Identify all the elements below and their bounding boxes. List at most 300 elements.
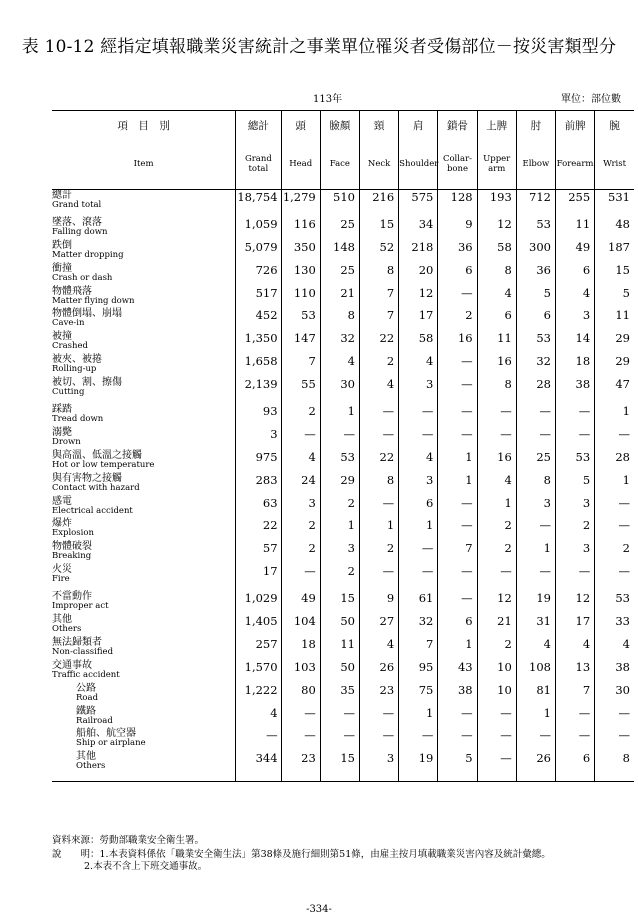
table-row bbox=[52, 190, 634, 213]
table-cell: 12 bbox=[477, 213, 516, 240]
row-label-en: Breaking bbox=[52, 551, 92, 562]
table-cell: 23 bbox=[281, 751, 320, 782]
row-label-en: Crashed bbox=[52, 341, 88, 352]
table-cell: 975 bbox=[236, 450, 281, 473]
row-label bbox=[52, 331, 236, 354]
row-label-en: Grand total bbox=[52, 200, 102, 210]
table-row bbox=[52, 706, 634, 729]
table-cell: 35 bbox=[320, 683, 359, 706]
table-cell: — bbox=[399, 427, 438, 450]
row-label bbox=[52, 660, 236, 683]
table-cell: 4 bbox=[281, 450, 320, 473]
table-cell: 128 bbox=[438, 190, 477, 213]
table-cell: 7 bbox=[438, 541, 477, 564]
table-cell: 300 bbox=[516, 240, 555, 263]
table-cell: — bbox=[399, 541, 438, 564]
table-cell: 55 bbox=[281, 377, 320, 400]
row-label-zh: 其他 bbox=[52, 614, 72, 626]
table-cell: 57 bbox=[236, 541, 281, 564]
table-cell: 19 bbox=[516, 587, 555, 614]
table-cell: 6 bbox=[555, 751, 594, 782]
table-cell: 32 bbox=[399, 614, 438, 637]
table-cell: 1,405 bbox=[236, 614, 281, 637]
column-header-en bbox=[399, 139, 438, 190]
table-cell: — bbox=[438, 286, 477, 309]
table-cell: 36 bbox=[438, 240, 477, 263]
table-cell: 26 bbox=[516, 751, 555, 782]
table-cell: — bbox=[359, 427, 398, 450]
table-cell: 103 bbox=[281, 660, 320, 683]
table-cell: 23 bbox=[359, 683, 398, 706]
column-header-en-line1: Neck bbox=[367, 159, 391, 169]
table-cell: — bbox=[438, 706, 477, 729]
table-cell: 27 bbox=[359, 614, 398, 637]
table-cell: 3 bbox=[555, 308, 594, 331]
row-label-zh: 跌倒 bbox=[52, 239, 72, 251]
table-cell: — bbox=[477, 751, 516, 782]
table-cell: 21 bbox=[320, 286, 359, 309]
table-cell: 29 bbox=[320, 473, 359, 496]
table-cell: — bbox=[555, 400, 594, 427]
table-row bbox=[52, 331, 634, 354]
table-cell: 116 bbox=[281, 213, 320, 240]
row-label-zh: 物體破裂 bbox=[52, 541, 92, 553]
row-label bbox=[52, 400, 236, 427]
row-label-en: Drown bbox=[52, 436, 81, 447]
table-cell: 22 bbox=[359, 331, 398, 354]
table-cell: — bbox=[438, 587, 477, 614]
table-cell: 4 bbox=[359, 637, 398, 660]
table-cell: 2 bbox=[438, 308, 477, 331]
column-header-en-line2: bone bbox=[446, 164, 469, 174]
table-cell: 58 bbox=[477, 240, 516, 263]
row-label bbox=[52, 728, 236, 751]
table-cell: 18,754 bbox=[236, 190, 281, 213]
table-row bbox=[52, 751, 634, 782]
row-label bbox=[52, 450, 236, 473]
table-cell: 29 bbox=[595, 331, 634, 354]
row-label-zh: 被切、割、擦傷 bbox=[52, 377, 122, 389]
row-label-zh: 爆炸 bbox=[52, 518, 72, 530]
row-label bbox=[52, 286, 236, 309]
column-header-en bbox=[320, 139, 359, 190]
table-cell: — bbox=[595, 518, 634, 541]
table-cell: 218 bbox=[399, 240, 438, 263]
table-cell: 1,059 bbox=[236, 213, 281, 240]
table-cell: 6 bbox=[477, 308, 516, 331]
table-cell: 712 bbox=[516, 190, 555, 213]
table-cell: 26 bbox=[359, 660, 398, 683]
table-cell: 2 bbox=[281, 400, 320, 427]
column-header-en bbox=[555, 139, 594, 190]
table-cell: 25 bbox=[516, 450, 555, 473]
table-cell: 61 bbox=[399, 587, 438, 614]
table-cell: 4 bbox=[236, 706, 281, 729]
table-cell: 3 bbox=[320, 541, 359, 564]
table-cell: — bbox=[359, 564, 398, 587]
table-cell: 3 bbox=[516, 496, 555, 519]
row-label-zh: 物體飛落 bbox=[52, 285, 92, 297]
table-cell: 14 bbox=[555, 331, 594, 354]
row-label-en: Improper act bbox=[52, 601, 109, 612]
table-cell: 575 bbox=[399, 190, 438, 213]
row-label-en: Crash or dash bbox=[52, 272, 113, 283]
table-cell: — bbox=[281, 427, 320, 450]
table-cell: 255 bbox=[555, 190, 594, 213]
table-cell: 6 bbox=[555, 263, 594, 286]
table-row bbox=[52, 541, 634, 564]
table-cell: 81 bbox=[516, 683, 555, 706]
table-cell: 75 bbox=[399, 683, 438, 706]
row-label-en: Traffic accident bbox=[52, 669, 120, 680]
table-cell: 147 bbox=[281, 331, 320, 354]
table-cell: 15 bbox=[359, 213, 398, 240]
table-cell: — bbox=[516, 400, 555, 427]
table-cell: 5 bbox=[516, 286, 555, 309]
table-cell: 52 bbox=[359, 240, 398, 263]
table-cell: 43 bbox=[438, 660, 477, 683]
table-cell: 53 bbox=[320, 450, 359, 473]
table-cell: 1,029 bbox=[236, 587, 281, 614]
column-header-en-line1: Face bbox=[329, 159, 350, 169]
column-header-en-line2: arm bbox=[488, 164, 506, 174]
table-row bbox=[52, 518, 634, 541]
table-row bbox=[52, 728, 634, 751]
table-cell: 2 bbox=[477, 518, 516, 541]
table-cell: 5,079 bbox=[236, 240, 281, 263]
row-label-zh: 不當動作 bbox=[52, 591, 92, 603]
table-cell: 1 bbox=[516, 541, 555, 564]
column-header-en bbox=[516, 139, 555, 190]
row-label-en: Matter dropping bbox=[52, 249, 124, 260]
table-cell: 8 bbox=[516, 473, 555, 496]
table-cell: 510 bbox=[320, 190, 359, 213]
table-row bbox=[52, 377, 634, 400]
table-cell: 28 bbox=[595, 450, 634, 473]
table-cell: 1,350 bbox=[236, 331, 281, 354]
table-cell: 4 bbox=[399, 450, 438, 473]
row-label bbox=[52, 706, 236, 729]
table-cell: 8 bbox=[359, 263, 398, 286]
table-cell: — bbox=[477, 400, 516, 427]
table-cell: 1 bbox=[359, 518, 398, 541]
table-cell: 53 bbox=[516, 213, 555, 240]
table-cell: 3 bbox=[555, 496, 594, 519]
table-cell: 11 bbox=[595, 308, 634, 331]
table-cell: 6 bbox=[438, 614, 477, 637]
table-cell: — bbox=[516, 518, 555, 541]
table-cell: 4 bbox=[555, 286, 594, 309]
row-label-zh: 火災 bbox=[52, 564, 72, 576]
table-cell: 8 bbox=[320, 308, 359, 331]
table-cell: 1 bbox=[320, 400, 359, 427]
table-cell: 3 bbox=[555, 541, 594, 564]
page-title: 表 10-12 經指定填報職業災害統計之事業單位罹災者受傷部位－按災害類型分 bbox=[21, 37, 617, 57]
table-cell: 21 bbox=[477, 614, 516, 637]
column-header-en-line1: Grand bbox=[244, 154, 272, 164]
table-cell: 1 bbox=[516, 706, 555, 729]
row-label-zh: 與高溫、低溫之接觸 bbox=[52, 449, 142, 461]
table-cell: 31 bbox=[516, 614, 555, 637]
row-label-zh: 公路 bbox=[76, 682, 96, 694]
row-label bbox=[52, 308, 236, 331]
row-label bbox=[52, 473, 236, 496]
table-cell: — bbox=[516, 564, 555, 587]
column-header-zh: 頸 bbox=[359, 111, 398, 140]
table-cell: 148 bbox=[320, 240, 359, 263]
row-label-en: Railroad bbox=[76, 715, 113, 726]
table-cell: 1 bbox=[320, 518, 359, 541]
table-cell: 1,279 bbox=[281, 190, 320, 213]
table-row bbox=[52, 614, 634, 637]
item-header-en: Item bbox=[52, 139, 236, 190]
table-cell: 49 bbox=[281, 587, 320, 614]
table-cell: 8 bbox=[477, 377, 516, 400]
table-cell: — bbox=[438, 564, 477, 587]
row-label-en: Fire bbox=[52, 574, 70, 585]
table-cell: 32 bbox=[516, 354, 555, 377]
table-cell: 4 bbox=[477, 286, 516, 309]
item-header-zh: 項 目 別 bbox=[117, 119, 170, 132]
table-cell: 33 bbox=[595, 614, 634, 637]
row-label bbox=[52, 354, 236, 377]
table-cell: 5 bbox=[595, 286, 634, 309]
table-cell: 6 bbox=[438, 263, 477, 286]
table-cell: 32 bbox=[320, 331, 359, 354]
table-cell: 1 bbox=[399, 706, 438, 729]
table-cell: 93 bbox=[236, 400, 281, 427]
table-cell: — bbox=[438, 518, 477, 541]
table-cell: — bbox=[555, 564, 594, 587]
table-cell: 11 bbox=[477, 331, 516, 354]
table-cell: 130 bbox=[281, 263, 320, 286]
table-cell: 16 bbox=[477, 354, 516, 377]
table-cell: 13 bbox=[555, 660, 594, 683]
table-cell: — bbox=[236, 728, 281, 751]
table-cell: — bbox=[320, 728, 359, 751]
table-cell: — bbox=[595, 706, 634, 729]
table-cell: 16 bbox=[477, 450, 516, 473]
table-cell: — bbox=[399, 728, 438, 751]
table-cell: 9 bbox=[359, 587, 398, 614]
column-header-en-line1: Upper bbox=[483, 154, 511, 164]
table-cell: 2 bbox=[555, 518, 594, 541]
table-cell: 3 bbox=[359, 751, 398, 782]
table-cell: 50 bbox=[320, 660, 359, 683]
row-label-en: Contact with hazard bbox=[52, 482, 140, 493]
table-row bbox=[52, 308, 634, 331]
table-cell: 22 bbox=[359, 450, 398, 473]
table-cell: — bbox=[595, 427, 634, 450]
table-cell: 2 bbox=[477, 541, 516, 564]
table-cell: 18 bbox=[555, 354, 594, 377]
row-label-en: Matter flying down bbox=[52, 295, 135, 306]
table-cell: 53 bbox=[281, 308, 320, 331]
table-cell: 2 bbox=[359, 541, 398, 564]
table-cell: — bbox=[320, 427, 359, 450]
row-label bbox=[52, 240, 236, 263]
table-cell: 3 bbox=[236, 427, 281, 450]
table-cell: 187 bbox=[595, 240, 634, 263]
table-cell: 3 bbox=[399, 377, 438, 400]
row-label-en: Cave-in bbox=[52, 318, 85, 329]
table-cell: 2 bbox=[281, 518, 320, 541]
row-label-zh: 鐵路 bbox=[76, 705, 96, 717]
column-header-en bbox=[359, 139, 398, 190]
table-row bbox=[52, 564, 634, 587]
column-header-zh: 頭 bbox=[281, 111, 320, 140]
table-cell: 38 bbox=[555, 377, 594, 400]
note-1: 說 明：1.本表資料係依「職業安全衛生法」第38條及施行細則第51條，由雇主按月填載職業災害內容及統計彙總。 bbox=[52, 849, 551, 860]
table-cell: 9 bbox=[438, 213, 477, 240]
table-row bbox=[52, 263, 634, 286]
table-row bbox=[52, 496, 634, 519]
data-table bbox=[52, 110, 634, 782]
table-cell: — bbox=[595, 496, 634, 519]
row-label-en: Hot or low temperature bbox=[52, 459, 155, 470]
table-cell: 6 bbox=[516, 308, 555, 331]
column-header-zh: 肘 bbox=[516, 111, 555, 140]
row-label-zh: 船舶、航空器 bbox=[76, 728, 136, 740]
row-label-en: Road bbox=[76, 692, 99, 703]
table-cell: 18 bbox=[281, 637, 320, 660]
table-cell: 7 bbox=[359, 308, 398, 331]
table-cell: 15 bbox=[320, 587, 359, 614]
table-cell: 7 bbox=[399, 637, 438, 660]
table-cell: 34 bbox=[399, 213, 438, 240]
table-cell: 2 bbox=[320, 564, 359, 587]
column-header-en-line1: Collar- bbox=[442, 154, 472, 164]
table-cell: 6 bbox=[399, 496, 438, 519]
table-cell: 30 bbox=[595, 683, 634, 706]
table-cell: — bbox=[359, 728, 398, 751]
table-cell: 12 bbox=[555, 587, 594, 614]
table-cell: 283 bbox=[236, 473, 281, 496]
table-row bbox=[52, 683, 634, 706]
table-cell: 15 bbox=[595, 263, 634, 286]
row-label bbox=[52, 377, 236, 400]
table-cell: 5 bbox=[555, 473, 594, 496]
table-cell: — bbox=[438, 728, 477, 751]
row-label-zh: 交通事故 bbox=[52, 659, 92, 671]
column-header-en-line1: Head bbox=[289, 159, 313, 169]
table-cell: 1,658 bbox=[236, 354, 281, 377]
row-label-en: Others bbox=[76, 761, 106, 772]
table-cell: 8 bbox=[477, 263, 516, 286]
table-cell: 4 bbox=[399, 354, 438, 377]
table-cell: 58 bbox=[399, 331, 438, 354]
table-cell: 1,570 bbox=[236, 660, 281, 683]
row-label-zh: 衝撞 bbox=[52, 262, 72, 274]
table-cell: — bbox=[477, 728, 516, 751]
row-label-zh: 被撞 bbox=[52, 331, 72, 343]
row-label-zh: 溺斃 bbox=[52, 426, 72, 438]
table-cell: 38 bbox=[595, 660, 634, 683]
table-cell: 344 bbox=[236, 751, 281, 782]
table-row bbox=[52, 427, 634, 450]
column-header-en bbox=[236, 139, 281, 190]
table-cell: 28 bbox=[516, 377, 555, 400]
table-cell: 110 bbox=[281, 286, 320, 309]
row-label-en: Others bbox=[52, 624, 82, 635]
row-label-zh: 墜落、滾落 bbox=[52, 216, 102, 228]
table-cell: — bbox=[477, 706, 516, 729]
column-header-zh: 肩 bbox=[399, 111, 438, 140]
table-cell: — bbox=[281, 706, 320, 729]
table-cell: 80 bbox=[281, 683, 320, 706]
column-header-en-line1: Shoulder bbox=[399, 159, 439, 169]
column-header-zh: 腕 bbox=[595, 111, 634, 140]
table-cell: 8 bbox=[595, 751, 634, 782]
column-header-en-line2: total bbox=[248, 164, 269, 174]
row-label bbox=[52, 263, 236, 286]
table-cell: — bbox=[399, 400, 438, 427]
row-label bbox=[52, 564, 236, 587]
table-cell: 20 bbox=[399, 263, 438, 286]
column-header-zh: 鎖骨 bbox=[438, 111, 477, 140]
table-cell: 1 bbox=[477, 496, 516, 519]
table-cell: 4 bbox=[477, 473, 516, 496]
table-cell: 4 bbox=[320, 354, 359, 377]
table-cell: — bbox=[516, 728, 555, 751]
table-cell: — bbox=[281, 564, 320, 587]
year-label: 113年 bbox=[313, 94, 343, 105]
row-label bbox=[52, 213, 236, 240]
data-source: 資料來源：勞動部職業安全衛生署。 bbox=[52, 835, 205, 846]
table-cell: 7 bbox=[555, 683, 594, 706]
column-header-en-line1: Elbow bbox=[522, 159, 550, 169]
page-number: -334- bbox=[306, 904, 332, 915]
table-cell: 48 bbox=[595, 213, 634, 240]
row-label-zh: 無法歸類者 bbox=[52, 636, 102, 648]
table-cell: 22 bbox=[236, 518, 281, 541]
table-cell: — bbox=[399, 564, 438, 587]
column-header-zh: 前脾 bbox=[555, 111, 594, 140]
row-label-en: Ship or airplane bbox=[76, 738, 146, 749]
row-label bbox=[52, 614, 236, 637]
table-cell: 7 bbox=[359, 286, 398, 309]
table-row bbox=[52, 400, 634, 427]
table-row bbox=[52, 286, 634, 309]
table-cell: 10 bbox=[477, 683, 516, 706]
table-cell: 10 bbox=[477, 660, 516, 683]
table-cell: 11 bbox=[555, 213, 594, 240]
row-label bbox=[52, 541, 236, 564]
column-header-en bbox=[477, 139, 516, 190]
row-label-en: Tread down bbox=[52, 414, 104, 425]
table-cell: 257 bbox=[236, 637, 281, 660]
row-label bbox=[52, 190, 236, 213]
table-cell: 49 bbox=[555, 240, 594, 263]
table-cell: 7 bbox=[281, 354, 320, 377]
table-row bbox=[52, 450, 634, 473]
table-cell: 8 bbox=[359, 473, 398, 496]
table-cell: 193 bbox=[477, 190, 516, 213]
table-cell: 12 bbox=[399, 286, 438, 309]
column-header-en bbox=[438, 139, 477, 190]
table-cell: 1,222 bbox=[236, 683, 281, 706]
table-cell: 4 bbox=[595, 637, 634, 660]
table-cell: 517 bbox=[236, 286, 281, 309]
table-cell: 108 bbox=[516, 660, 555, 683]
table-cell: 350 bbox=[281, 240, 320, 263]
table-cell: — bbox=[438, 354, 477, 377]
table-cell: 1 bbox=[399, 518, 438, 541]
row-label-zh: 與有害物之接觸 bbox=[52, 472, 122, 484]
note-2: 2.本表不含上下班交通事故。 bbox=[84, 861, 208, 872]
row-label bbox=[52, 518, 236, 541]
column-header-zh: 上脾 bbox=[477, 111, 516, 140]
